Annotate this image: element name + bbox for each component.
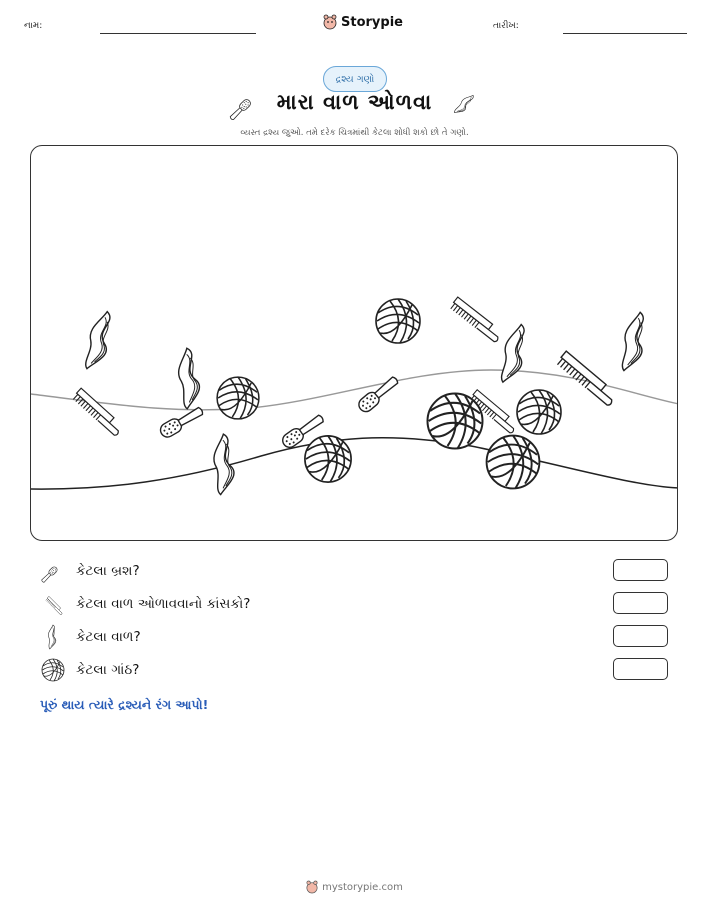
question-hair — [40, 624, 141, 650]
question-label: કેટલા ગાંઠ? — [76, 662, 140, 678]
answer-box-knots[interactable] — [613, 658, 668, 680]
hair-strand-icon — [40, 624, 66, 650]
brush-icon — [40, 558, 66, 584]
answer-box-hair[interactable] — [613, 625, 668, 647]
brand-logo — [323, 14, 403, 30]
page-title: મારા વાળ ઓળવા — [276, 90, 433, 114]
question-label: કેટલા વાળ ઓળાવવાનો કાંસકો? — [76, 596, 251, 612]
storypie-mascot-icon — [323, 14, 337, 30]
question-brushes — [40, 558, 140, 584]
answer-box-combs[interactable] — [613, 592, 668, 614]
comb-icon — [40, 591, 66, 617]
scene-picture — [30, 145, 678, 541]
question-label: કેટલા વાળ? — [76, 629, 141, 645]
question-knots — [40, 657, 139, 683]
name-label: નામ: — [24, 21, 43, 31]
yarn-ball-icon — [40, 657, 66, 683]
name-line[interactable] — [100, 33, 256, 34]
date-line[interactable] — [563, 33, 687, 34]
color-instruction: પૂરું થાય ત્યારે દ્રશ્યને રંગ આપો! — [40, 697, 209, 712]
storypie-mascot-icon — [306, 880, 318, 894]
badge: દ્રશ્ય ગણો — [323, 66, 387, 92]
date-label: તારીખ: — [493, 21, 519, 31]
question-combs — [40, 591, 250, 617]
question-label: કેટલા બ્રશ? — [76, 563, 140, 579]
brand-name: Storypie — [341, 14, 403, 30]
footer-brand — [0, 880, 709, 894]
instructions: વ્યસ્ત દ્રશ્ય જુઓ. તમે દરેક ચિત્રમાંથી કેટલા શોધી શકો છો તે ગણો. — [240, 128, 469, 138]
footer-url: mystorypie.com — [322, 881, 403, 893]
hair-strand-icon — [450, 90, 480, 120]
answer-box-brushes[interactable] — [613, 559, 668, 581]
